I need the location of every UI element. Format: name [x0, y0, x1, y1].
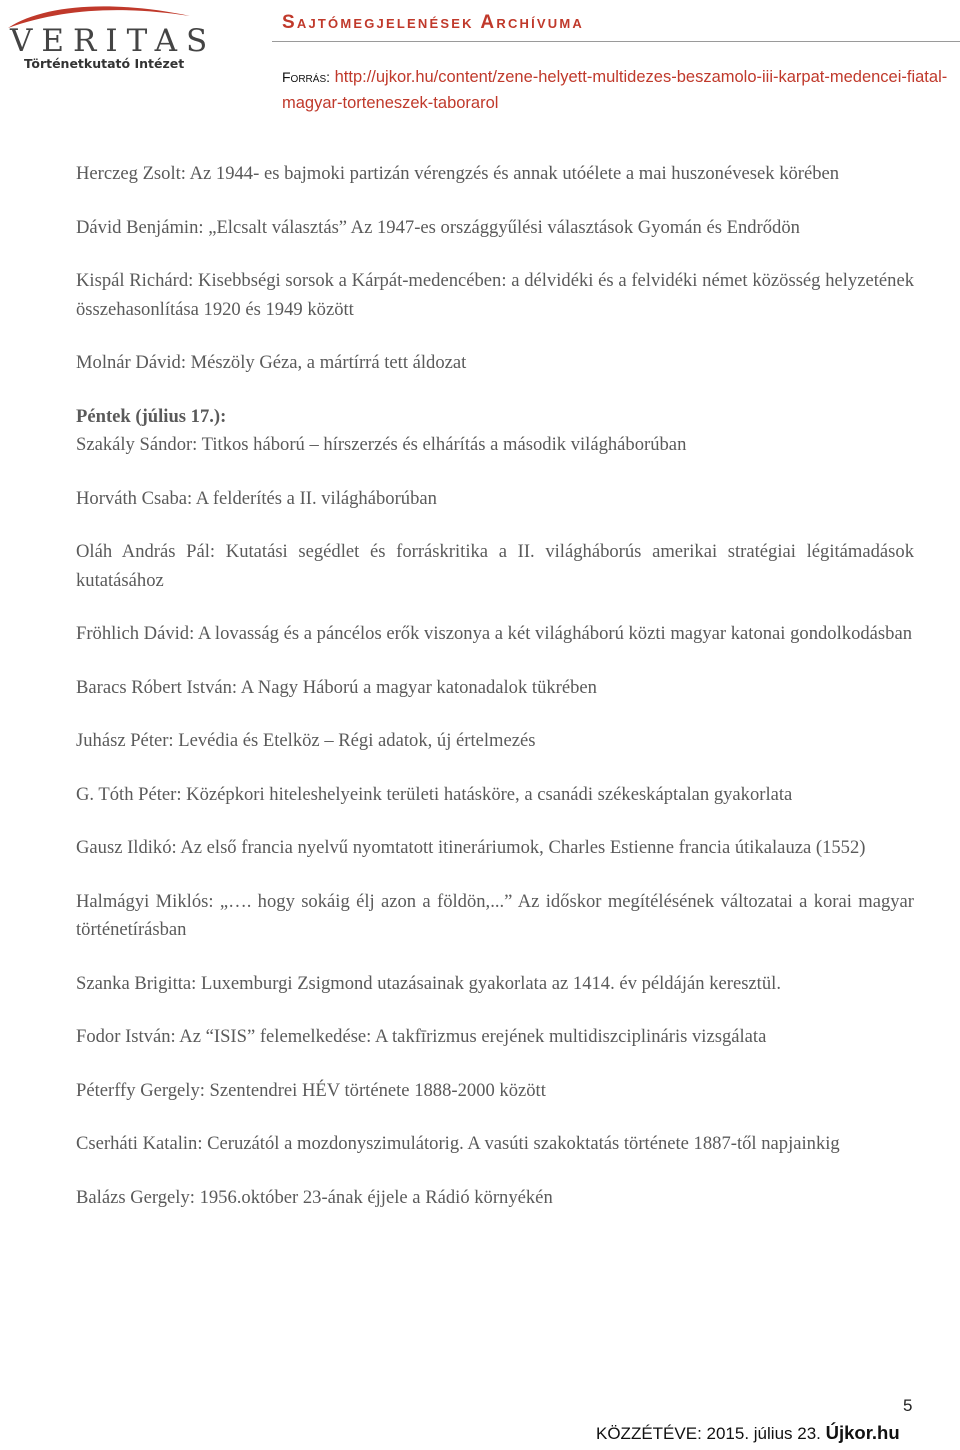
- list-item: Kispál Richárd: Kisebbségi sorsok a Kárpát-medencében: a délvidéki és a felvidéki német közösség helyzetének összehasonlítása 1920 és 1949 között: [76, 270, 914, 320]
- source-label: Forrás:: [282, 69, 331, 85]
- archive-title: [282, 13, 584, 32]
- list-item: Balázs Gergely: 1956.október 23-ának éjjele a Rádió környékén: [76, 1186, 553, 1208]
- page-number: 5: [903, 1396, 913, 1415]
- list-item: Oláh András Pál: Kutatási segédlet és forráskritika a II. világháborús amerikai stratégiai légitámadások kutatásához: [76, 541, 914, 591]
- veritas-logo: [0, 0, 217, 80]
- list-item: Szanka Brigitta: Luxemburgi Zsigmond utazásainak gyakorlata az 1414. év példáján keresztül.: [76, 972, 781, 994]
- program-list: [76, 160, 914, 1212]
- list-item: Fröhlich Dávid: A lovasság és a páncélos erők viszonya a két világháború közti magyar katonai gondolkodásban: [76, 623, 912, 644]
- logo-subtitle: Történetkutató Intézet: [24, 56, 185, 71]
- list-item: Gausz Ildikó: Az első francia nyelvű nyomtatott itineráriumok, Charles Estienne francia útikalauza (1552): [76, 837, 866, 858]
- list-item: Horváth Csaba: A felderítés a II. világháborúban: [76, 487, 437, 509]
- list-item: Baracs Róbert István: A Nagy Háború a magyar katonadalok tükrében: [76, 676, 597, 698]
- list-item: Halmágyi Miklós: „…. hogy sokáig élj azon a földön,...” Az időskor megítélésének változatai a korai magyar történetírásban: [76, 890, 914, 940]
- day-heading: Péntek (július 17.):: [76, 405, 227, 427]
- list-item: Juhász Péter: Levédia és Etelköz – Régi adatok, új értelmezés: [76, 730, 536, 751]
- footer-published: [596, 1424, 900, 1443]
- list-item: Herczeg Zsolt: Az 1944- es bajmoki partizán vérengzés és annak utóélete a mai huszonévesek körében: [76, 163, 840, 184]
- published-date: KÖZZÉTÉVE: 2015. július 23.: [596, 1424, 821, 1443]
- header-divider: [272, 41, 960, 42]
- list-item: Péterffy Gergely: Szentendrei HÉV története 1888-2000 között: [76, 1079, 546, 1101]
- source-line: [282, 64, 954, 116]
- list-item: Dávid Benjámin: „Elcsalt választás” Az 1947-es országgyűlési választások Gyomán és Endrődön: [76, 216, 800, 238]
- source-url-link[interactable]: http://ujkor.hu/content/zene-helyett-multidezes-beszamolo-iii-karpat-medencei-fiatal-magyar-torteneszek-taborarol: [282, 68, 948, 112]
- footer-brand: Újkor.hu: [825, 1422, 900, 1443]
- logo-wordmark: VERITAS: [10, 23, 217, 59]
- list-item: Fodor István: Az “ISIS” felemelkedése: A takfīrizmus erejének multidiszciplináris vizsgálata: [76, 1026, 767, 1047]
- archive-title-text: Sajtómegjelenések Archívuma: [282, 12, 585, 33]
- list-item: Szakály Sándor: Titkos háború – hírszerzés és elhárítás a második világháborúban: [76, 434, 687, 455]
- list-item: G. Tóth Péter: Középkori hiteleshelyeink területi hatásköre, a csanádi székeskáptalan gyakorlata: [76, 783, 793, 805]
- list-item: Molnár Dávid: Mészöly Géza, a mártírrá tett áldozat: [76, 352, 467, 373]
- list-item: Cserháti Katalin: Ceruzától a mozdonyszimulátorig. A vasúti szakoktatás története 1887-től napjainkig: [76, 1133, 840, 1154]
